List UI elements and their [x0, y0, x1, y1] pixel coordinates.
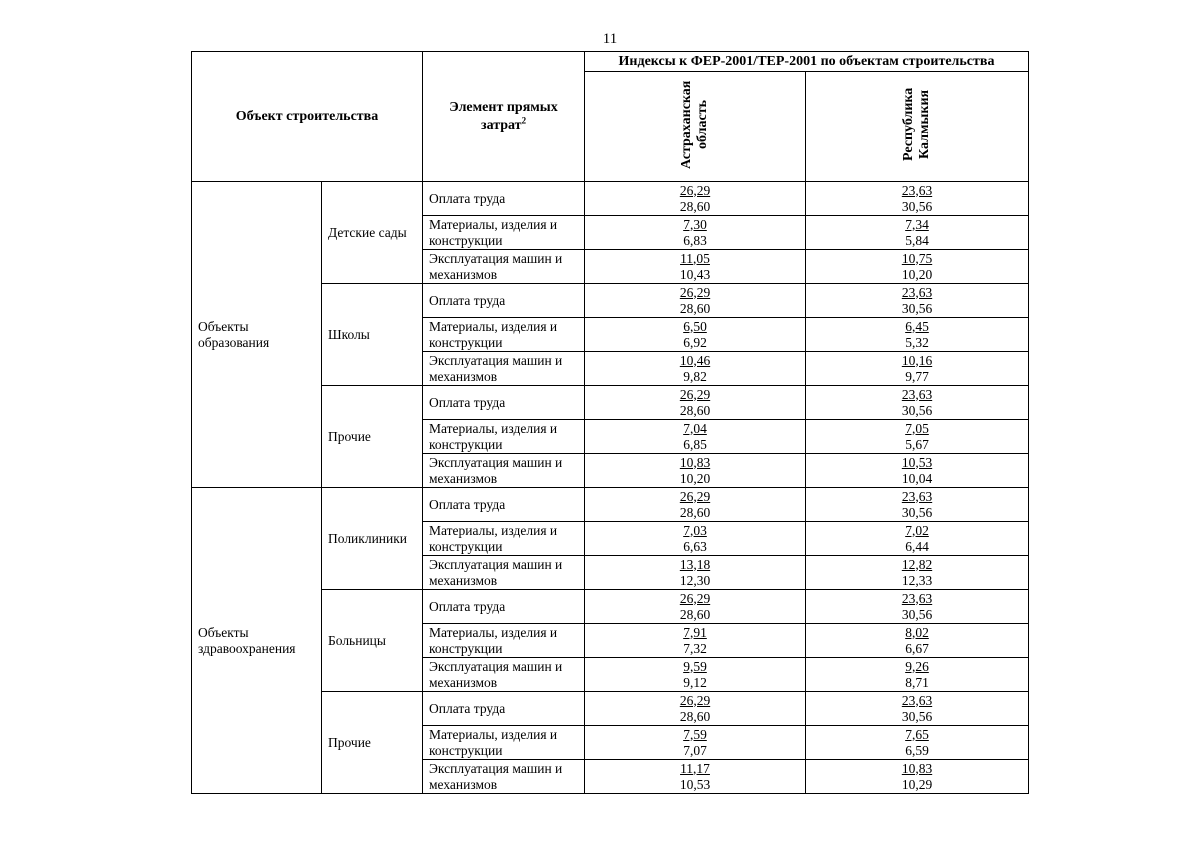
kalmykia-index-cell: [806, 284, 1029, 318]
index-value-previous: 7,32: [683, 640, 707, 656]
astrakhan-index-cell: [585, 284, 806, 318]
astrakhan-index-cell: [585, 590, 806, 624]
cost-element-label: Эксплуатация машин и механизмов: [423, 556, 585, 590]
index-value-current: 7,04: [683, 420, 707, 436]
index-value-current: 26,29: [679, 182, 711, 198]
index-value-previous: 9,12: [683, 674, 707, 690]
cost-element-label: Эксплуатация машин и механизмов: [423, 658, 585, 692]
kalmykia-index-cell: [806, 352, 1029, 386]
index-value-current: 6,50: [683, 318, 707, 334]
object-group-name: Объекты образования: [192, 182, 322, 488]
astrakhan-index-cell: [585, 658, 806, 692]
index-value-current: 10,83: [901, 760, 933, 776]
cost-element-label: Оплата труда: [423, 590, 585, 624]
kalmykia-index-cell: [806, 522, 1029, 556]
index-value-previous: 30,56: [901, 708, 933, 724]
index-value-current: 23,63: [901, 590, 933, 606]
astrakhan-index-cell: [585, 318, 806, 352]
index-value-current: 7,30: [683, 216, 707, 232]
object-subgroup-name: Прочие: [322, 386, 423, 488]
header-element: [423, 52, 585, 182]
index-value-previous: 10,20: [901, 266, 933, 282]
index-value-current: 10,46: [679, 352, 711, 368]
index-value-current: 9,59: [683, 658, 707, 674]
index-value-previous: 28,60: [679, 300, 711, 316]
header-object: Объект строительства: [192, 52, 423, 182]
index-value-previous: 30,56: [901, 300, 933, 316]
header-row-top: [192, 52, 1029, 72]
table-row: [192, 488, 1029, 522]
index-value-previous: 10,53: [679, 776, 711, 792]
index-value-previous: 9,82: [683, 368, 707, 384]
index-value-previous: 6,63: [683, 538, 707, 554]
header-indices: Индексы к ФЕР-2001/ТЕР-2001 по объектам строительства: [585, 52, 1029, 72]
index-value-previous: 6,67: [905, 640, 929, 656]
object-subgroup-name: Больницы: [322, 590, 423, 692]
index-value-previous: 28,60: [679, 606, 711, 622]
kalmykia-index-cell: [806, 658, 1029, 692]
index-value-previous: 6,85: [683, 436, 707, 452]
index-value-previous: 7,07: [683, 742, 707, 758]
index-value-previous: 28,60: [679, 708, 711, 724]
index-value-current: 23,63: [901, 488, 933, 504]
index-value-previous: 30,56: [901, 402, 933, 418]
cost-element-label: Материалы, изделия и конструкции: [423, 318, 585, 352]
index-value-current: 10,16: [901, 352, 933, 368]
index-table: [191, 51, 1029, 794]
index-value-previous: 30,56: [901, 606, 933, 622]
object-subgroup-name: Прочие: [322, 692, 423, 794]
header-region-astrakhan: [585, 72, 806, 182]
index-value-current: 7,03: [683, 522, 707, 538]
page-number: 11: [602, 31, 618, 47]
index-value-current: 7,65: [905, 726, 929, 742]
cost-element-label: Оплата труда: [423, 692, 585, 726]
region-astrakhan-label: Астраханская область: [679, 80, 710, 169]
kalmykia-index-cell: [806, 386, 1029, 420]
index-value-current: 7,91: [683, 624, 707, 640]
index-value-previous: 6,59: [905, 742, 929, 758]
astrakhan-index-cell: [585, 692, 806, 726]
astrakhan-index-cell: [585, 386, 806, 420]
index-value-previous: 28,60: [679, 504, 711, 520]
index-value-current: 11,17: [680, 760, 710, 776]
index-value-previous: 30,56: [901, 198, 933, 214]
index-value-previous: 10,20: [679, 470, 711, 486]
header-element-footnote: 2: [521, 114, 527, 125]
index-value-previous: 28,60: [679, 402, 711, 418]
cost-element-label: Материалы, изделия и конструкции: [423, 216, 585, 250]
cost-element-label: Оплата труда: [423, 182, 585, 216]
kalmykia-index-cell: [806, 692, 1029, 726]
index-value-current: 7,34: [905, 216, 929, 232]
index-value-current: 23,63: [901, 182, 933, 198]
kalmykia-index-cell: [806, 760, 1029, 794]
index-value-current: 23,63: [901, 386, 933, 402]
index-value-current: 11,05: [680, 250, 710, 266]
cost-element-label: Эксплуатация машин и механизмов: [423, 250, 585, 284]
object-subgroup-name: Поликлиники: [322, 488, 423, 590]
astrakhan-index-cell: [585, 624, 806, 658]
kalmykia-index-cell: [806, 726, 1029, 760]
astrakhan-index-cell: [585, 352, 806, 386]
kalmykia-index-cell: [806, 318, 1029, 352]
astrakhan-index-cell: [585, 454, 806, 488]
cost-element-label: Эксплуатация машин и механизмов: [423, 760, 585, 794]
index-value-previous: 8,71: [905, 674, 929, 690]
index-value-current: 6,45: [905, 318, 929, 334]
object-group-name: Объекты здравоохранения: [192, 488, 322, 794]
astrakhan-index-cell: [585, 488, 806, 522]
kalmykia-index-cell: [806, 182, 1029, 216]
index-value-previous: 28,60: [679, 198, 711, 214]
index-value-current: 26,29: [679, 590, 711, 606]
header-region-kalmykia: [806, 72, 1029, 182]
index-value-previous: 6,92: [683, 334, 707, 350]
astrakhan-index-cell: [585, 182, 806, 216]
index-value-previous: 12,30: [679, 572, 711, 588]
index-value-current: 23,63: [901, 692, 933, 708]
kalmykia-index-cell: [806, 488, 1029, 522]
index-value-current: 26,29: [679, 386, 711, 402]
cost-element-label: Материалы, изделия и конструкции: [423, 420, 585, 454]
header-element-text: Элемент прямых затрат: [449, 99, 558, 133]
index-value-previous: 6,44: [905, 538, 929, 554]
astrakhan-index-cell: [585, 420, 806, 454]
index-value-previous: 30,56: [901, 504, 933, 520]
index-value-current: 7,05: [905, 420, 929, 436]
kalmykia-index-cell: [806, 216, 1029, 250]
index-value-previous: 9,77: [905, 368, 929, 384]
index-value-current: 9,26: [905, 658, 929, 674]
object-subgroup-name: Детские сады: [322, 182, 423, 284]
object-subgroup-name: Школы: [322, 284, 423, 386]
kalmykia-index-cell: [806, 624, 1029, 658]
index-value-previous: 5,84: [905, 232, 929, 248]
index-value-current: 26,29: [679, 488, 711, 504]
cost-element-label: Оплата труда: [423, 284, 585, 318]
index-value-previous: 5,32: [905, 334, 929, 350]
cost-element-label: Материалы, изделия и конструкции: [423, 522, 585, 556]
cost-element-label: Материалы, изделия и конструкции: [423, 726, 585, 760]
index-value-previous: 10,04: [901, 470, 933, 486]
cost-element-label: Оплата труда: [423, 488, 585, 522]
cost-element-label: Материалы, изделия и конструкции: [423, 624, 585, 658]
index-value-previous: 12,33: [901, 572, 933, 588]
index-value-previous: 10,43: [679, 266, 711, 282]
index-value-current: 7,59: [683, 726, 707, 742]
index-value-current: 26,29: [679, 284, 711, 300]
index-value-current: 23,63: [901, 284, 933, 300]
kalmykia-index-cell: [806, 556, 1029, 590]
kalmykia-index-cell: [806, 420, 1029, 454]
cost-element-label: Оплата труда: [423, 386, 585, 420]
index-value-current: 26,29: [679, 692, 711, 708]
astrakhan-index-cell: [585, 522, 806, 556]
cost-element-label: Эксплуатация машин и механизмов: [423, 454, 585, 488]
astrakhan-index-cell: [585, 250, 806, 284]
index-value-current: 7,02: [905, 522, 929, 538]
astrakhan-index-cell: [585, 726, 806, 760]
kalmykia-index-cell: [806, 454, 1029, 488]
index-value-current: 12,82: [901, 556, 933, 572]
index-value-current: 13,18: [679, 556, 711, 572]
index-value-current: 10,83: [679, 454, 711, 470]
kalmykia-index-cell: [806, 590, 1029, 624]
index-value-previous: 10,29: [901, 776, 933, 792]
index-value-previous: 6,83: [683, 232, 707, 248]
cost-element-label: Эксплуатация машин и механизмов: [423, 352, 585, 386]
region-kalmykia-label: Республика Калмыкия: [901, 87, 932, 162]
kalmykia-index-cell: [806, 250, 1029, 284]
table-row: [192, 182, 1029, 216]
astrakhan-index-cell: [585, 216, 806, 250]
index-value-current: 10,75: [901, 250, 933, 266]
table-body: [192, 182, 1029, 794]
astrakhan-index-cell: [585, 556, 806, 590]
astrakhan-index-cell: [585, 760, 806, 794]
index-value-current: 8,02: [905, 624, 929, 640]
index-value-current: 10,53: [901, 454, 933, 470]
index-value-previous: 5,67: [905, 436, 929, 452]
